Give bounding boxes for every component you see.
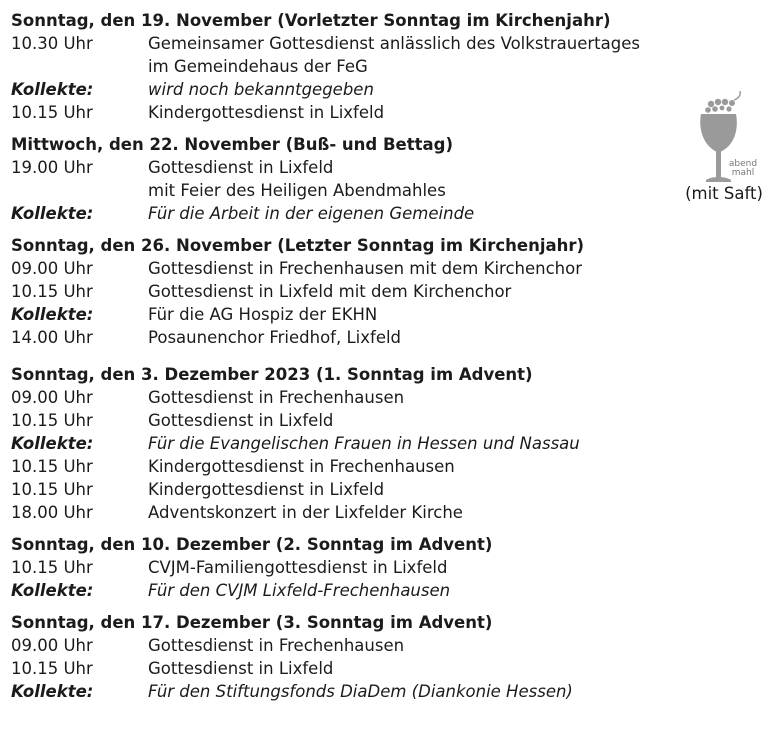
kollekte-row (11, 202, 779, 225)
kollekte-label: Kollekte: (11, 581, 94, 600)
event-description: Gottesdienst in Frechenhausen mit dem Kirchenchor (148, 259, 582, 278)
section-heading: Sonntag, den 19. November (Vorletzter Sonntag im Kirchenjahr) (11, 11, 611, 30)
event-time: 09.00 Uhr (11, 388, 93, 407)
event-row (11, 257, 779, 280)
section-heading: Mittwoch, den 22. November (Buß- und Bettag) (11, 135, 454, 154)
event-description: Gottesdienst in Lixfeld mit dem Kirchenchor (148, 282, 512, 301)
kollekte-row (11, 303, 779, 326)
mit-saft-note: (mit Saft) (685, 184, 763, 203)
schedule-section (11, 234, 779, 349)
section-heading: Sonntag, den 26. November (Letzter Sonntag im Kirchenjahr) (11, 236, 585, 255)
event-time: 09.00 Uhr (11, 636, 93, 655)
event-description: Kindergottesdienst in Lixfeld (148, 480, 385, 499)
event-description: Kindergottesdienst in Frechenhausen (148, 457, 455, 476)
event-description: Gottesdienst in Lixfeld (148, 411, 334, 430)
event-row (11, 101, 779, 124)
event-time: 10.15 Uhr (11, 411, 93, 430)
schedule-section (11, 133, 779, 225)
event-description: Posaunenchor Friedhof, Lixfeld (148, 328, 402, 347)
event-description: Gottesdienst in Frechenhausen (148, 388, 405, 407)
event-row (11, 501, 779, 524)
kollekte-row (11, 680, 779, 703)
event-time: 10.15 Uhr (11, 103, 93, 122)
kollekte-row (11, 432, 779, 455)
event-time: 10.15 Uhr (11, 558, 93, 577)
kollekte-row (11, 579, 779, 602)
event-description: Gottesdienst in Lixfeld (148, 659, 334, 678)
event-row (11, 556, 779, 579)
event-row (11, 478, 779, 501)
kollekte-purpose: Für die Arbeit in der eigenen Gemeinde (148, 204, 475, 223)
event-row (11, 409, 779, 432)
event-description: CVJM-Familiengottesdienst in Lixfeld (148, 558, 448, 577)
section-heading: Sonntag, den 3. Dezember 2023 (1. Sonntag im Advent) (11, 365, 533, 384)
kollekte-label: Kollekte: (11, 434, 94, 453)
event-time: 10.15 Uhr (11, 480, 93, 499)
schedule-section (11, 9, 779, 124)
event-time: 18.00 Uhr (11, 503, 93, 522)
event-description: im Gemeindehaus der FeG (148, 57, 368, 76)
event-time: 19.00 Uhr (11, 158, 93, 177)
event-time (11, 179, 148, 202)
kollekte-label: Kollekte: (11, 80, 94, 99)
section-heading: Sonntag, den 17. Dezember (3. Sonntag im Advent) (11, 613, 493, 632)
event-row (11, 280, 779, 303)
kollekte-purpose: Für die Evangelischen Frauen in Hessen und Nassau (148, 434, 580, 453)
kollekte-purpose: Für den Stiftungsfonds DiaDem (Diankonie Hessen) (148, 682, 573, 701)
event-description: Gottesdienst in Lixfeld (148, 158, 334, 177)
logo-text-mahl: mahl (731, 168, 755, 178)
kollekte-purpose: Für den CVJM Lixfeld-Frechenhausen (148, 581, 451, 600)
event-description: Adventskonzert in der Lixfelder Kirche (148, 503, 463, 522)
event-time: 10.15 Uhr (11, 282, 93, 301)
event-time: 09.00 Uhr (11, 259, 93, 278)
kollekte-row (11, 78, 779, 101)
kollekte-purpose: wird noch bekanntgegeben (148, 80, 374, 99)
event-time (11, 55, 148, 78)
event-row (11, 55, 779, 78)
kollekte-label: Kollekte: (11, 204, 94, 223)
event-row (11, 634, 779, 657)
section-heading: Sonntag, den 10. Dezember (2. Sonntag im Advent) (11, 535, 493, 554)
event-time: 10.30 Uhr (11, 34, 93, 53)
event-description: Gemeinsamer Gottesdienst anlässlich des Volkstrauertages (148, 34, 640, 53)
kollekte-label: Kollekte: (11, 305, 94, 324)
event-row (11, 32, 779, 55)
abendmahl-logo-text (728, 160, 758, 178)
event-description: Kindergottesdienst in Lixfeld (148, 103, 385, 122)
schedule-section (11, 363, 779, 524)
event-row (11, 179, 779, 202)
event-row (11, 455, 779, 478)
event-time: 14.00 Uhr (11, 328, 93, 347)
event-row (11, 156, 779, 179)
kollekte-purpose: Für die AG Hospiz der EKHN (148, 305, 378, 324)
church-schedule (11, 9, 779, 712)
kollekte-label: Kollekte: (11, 682, 94, 701)
event-description: Gottesdienst in Frechenhausen (148, 636, 405, 655)
schedule-section (11, 611, 779, 703)
event-row (11, 657, 779, 680)
event-row (11, 386, 779, 409)
logo-text-abend: abend (728, 159, 758, 169)
event-time: 10.15 Uhr (11, 659, 93, 678)
event-description: mit Feier des Heiligen Abendmahles (148, 181, 446, 200)
event-time: 10.15 Uhr (11, 457, 93, 476)
event-row (11, 326, 779, 349)
schedule-section (11, 533, 779, 602)
